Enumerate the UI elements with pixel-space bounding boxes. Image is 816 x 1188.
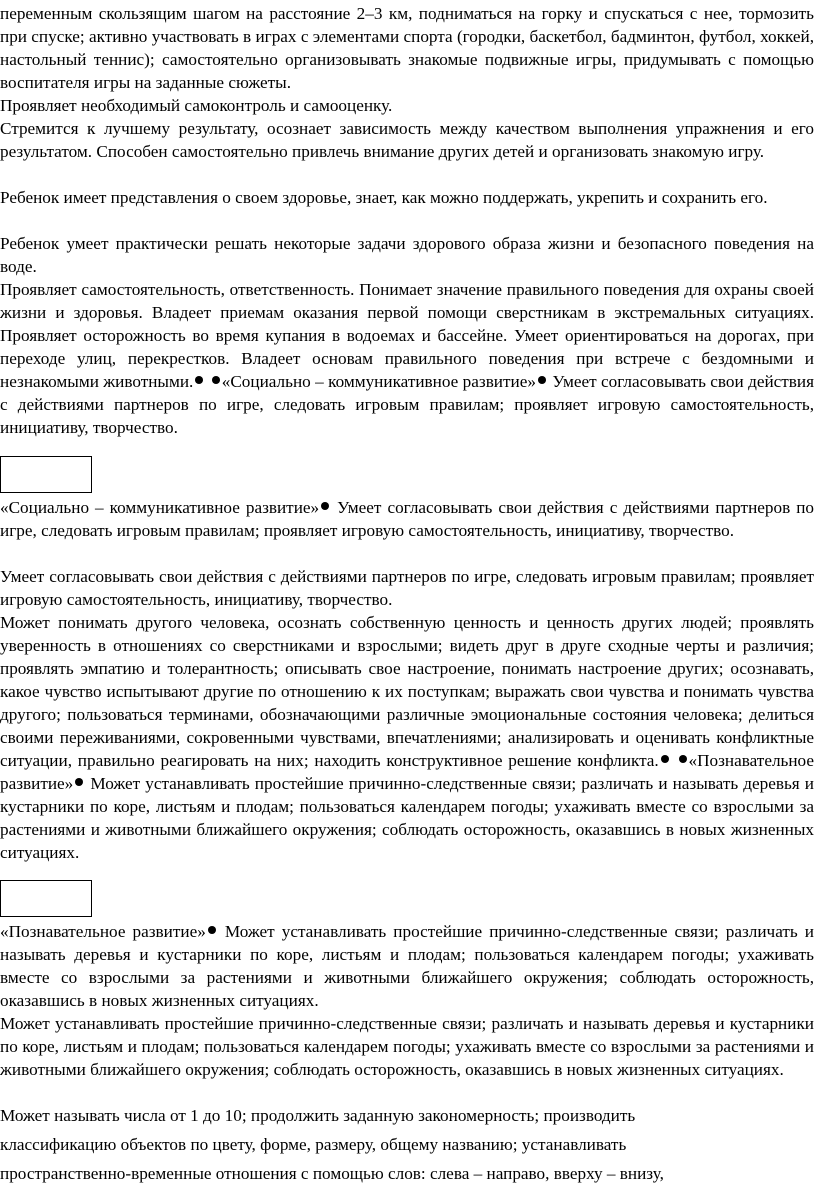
bullet-icon (75, 778, 83, 786)
empty-cell-box (0, 456, 92, 493)
paragraph-empathy (0, 611, 814, 864)
paragraph-social-text: Умеет согласовывать свои действия с действиями партнеров по игре, следовать игровым правилам; проявляет игровую самостоятельность, инициативу, творчество. (0, 372, 815, 437)
section-title-cognitive: «Познавательное развитие» (0, 751, 814, 793)
section-title-social: «Социально – коммуникативное развитие» (221, 372, 536, 391)
paragraph-social-text: Умеет согласовывать свои действия с действиями партнеров по игре, следовать игровым правилам; проявляет игровую самостоятельность, инициативу, творчество. (0, 498, 814, 540)
text-line: пространственно-временные отношения с помощью слов: слева – направо, вверху – внизу, (0, 1164, 664, 1183)
text-line: Может называть числа от 1 до 10; продолжить заданную закономерность; производить (0, 1106, 636, 1125)
section-title-social: «Социально – коммуникативное развитие» (0, 498, 320, 517)
paragraph-cognitive-text: Может устанавливать простейшие причинно-следственные связи; различать и называть деревья и кустарники по коре, листьям и плодам; пользоваться календарем погоды; ухаживать вместе со взрослыми за растениями и животными ближайшего окружения; соблюдать осторожность, оказавшись в новых жизненных ситуациях. (0, 774, 814, 862)
paragraph-independence-text: Проявляет самостоятельность, ответственность. Понимает значение правильного поведения для охраны своей жизни и здоровья. Владеет приемам оказания первой помощи сверстникам в экстремальных ситуациях. Проявляет осторожность во время купания в водоемах и бассейне. Умеет ориентироваться на дорогах, при переходе улиц, перекрестков. Владеет основам правильного поведения при встрече с бездомными и незнакомыми животными. (0, 280, 814, 391)
bullet-icon (208, 926, 216, 934)
text-line: классификацию объектов по цвету, форме, размеру, общему названию; устанавливать (0, 1135, 627, 1154)
bullet-icon (321, 502, 329, 510)
empty-cell-box (0, 880, 92, 917)
paragraph-coordination: Умеет согласовывать свои действия с действиями партнеров по игре, следовать игровым правилам; проявляет игровую самостоятельность, инициативу, творчество. (0, 567, 814, 609)
paragraph-self-control: Проявляет необходимый самоконтроль и самооценку. (0, 96, 393, 115)
paragraph-empathy-text: Может понимать другого человека, осознать собственную ценность и ценность других людей; проявлять уверенность в отношениях со сверстниками и взрослыми; видеть друг в друге сходные черты и различия; проявлять эмпатию и толерантность; описывать свое настроение, понимать настроение других; осознавать, какое чувство испытывают другие по отношению к их поступкам; выражать свои чувства и понимать чувства другого; пользоваться терминами, обозначающими различные эмоциональные состояния человека; делиться своими переживаниями, сокровенными чувствами, впечатлениями; анализировать и оценивать конфликтные ситуации, правильно реагировать на них; находить конструктивное решение конфликта. (0, 613, 814, 770)
bullet-icon (661, 755, 669, 763)
paragraph-social-section (0, 496, 814, 542)
paragraph-best-result: Стремится к лучшему результату, осознает зависимость между качеством выполнения упражнения и его результатом. Способен самостоятельно привлечь внимание других детей и организовать знакомую игру. (0, 119, 814, 161)
bullet-icon (212, 376, 220, 384)
paragraph-numbers (0, 1101, 814, 1188)
paragraph-cause-effect: Может устанавливать простейшие причинно-следственные связи; различать и называть деревья и кустарники по коре, листьям и плодам; пользоваться календарем погоды; ухаживать вместе со взрослыми за растениями и животными ближайшего окружения; соблюдать осторожность, оказавшись в новых жизненных ситуациях. (0, 1014, 814, 1079)
paragraph-physical-skills: переменным скользящим шагом на расстояние 2–3 км, подниматься на горку и спускаться с нее, тормозить при спуске; активно участвовать в играх с элементами спорта (городки, баскетбол, бадминтон, футбол, хоккей, настольный теннис); самостоятельно организовывать знакомые подвижные игры, придумывать с помощью воспитателя игры на заданные сюжеты. (0, 4, 814, 92)
section-title-cognitive: «Познавательное развитие» (0, 922, 206, 941)
bullet-icon (679, 755, 687, 763)
paragraph-cognitive-section (0, 920, 814, 1012)
paragraph-health-ideas: Ребенок имеет представления о своем здоровье, знает, как можно поддержать, укрепить и сохранить его. (0, 188, 768, 207)
paragraph-water-safety: Ребенок умеет практически решать некоторые задачи здорового образа жизни и безопасного поведения на воде. (0, 234, 814, 276)
bullet-icon (538, 376, 546, 384)
bullet-icon (195, 376, 203, 384)
paragraph-independence (0, 278, 814, 439)
paragraph-cognitive-text: Может устанавливать простейшие причинно-следственные связи; различать и называть деревья и кустарники по коре, листьям и плодам; пользоваться календарем погоды; ухаживать вместе со взрослыми за растениями и животными ближайшего окружения; соблюдать осторожность, оказавшись в новых жизненных ситуациях. (0, 922, 814, 1010)
